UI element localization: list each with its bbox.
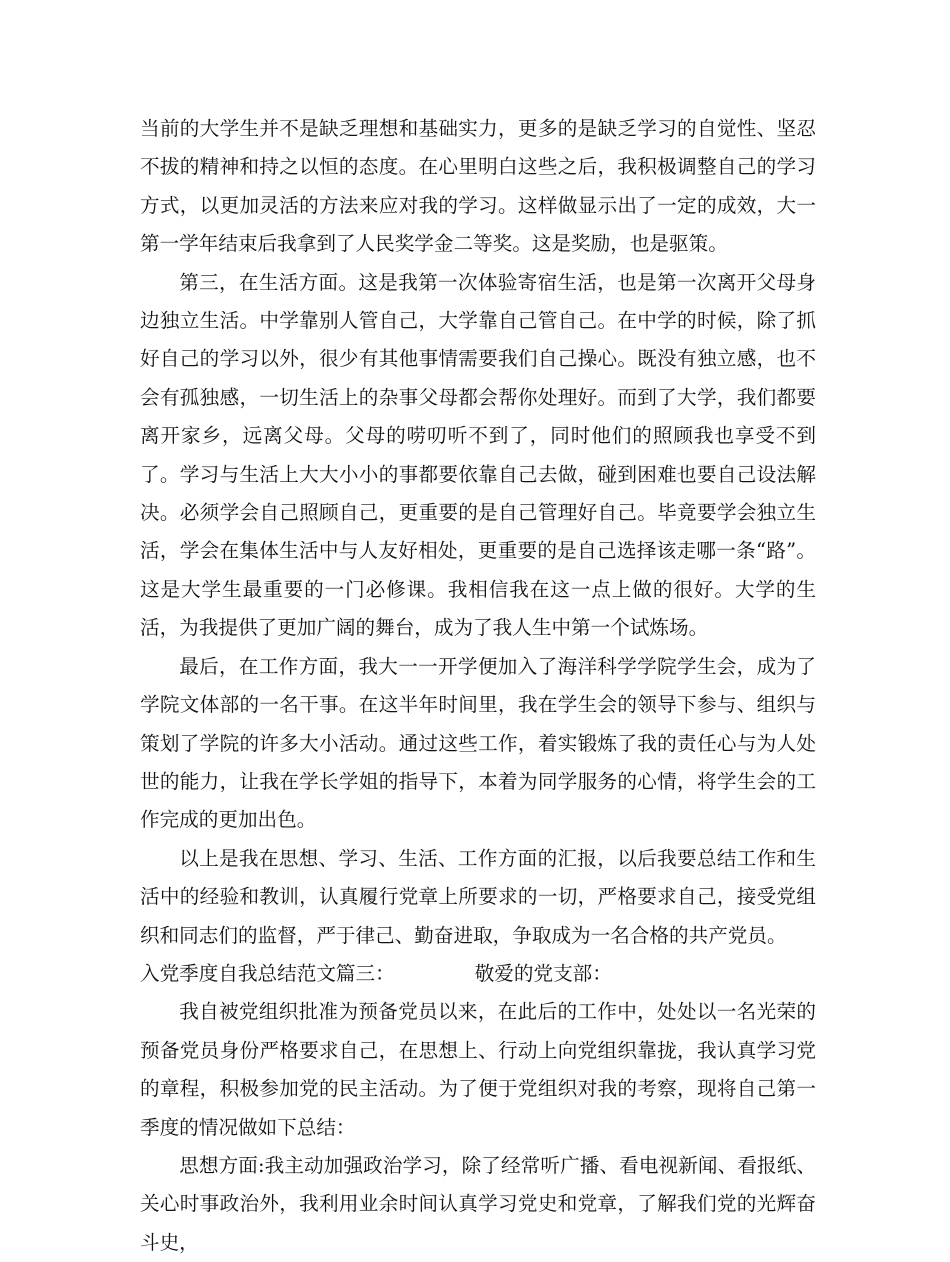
paragraph-study-attitude: 当前的大学生并不是缺乏理想和基础实力，更多的是缺乏学习的自觉性、坚忍不拔的精神和持之以恒的态度。在心里明白这些之后，我积极调整自己的学习方式，以更加灵活的方法来应对我的学习。这样做显示出了一定的成效，大一第一学年结束后我拿到了人民奖学金二等奖。这是奖励，也是驱策。	[140, 117, 816, 256]
section-heading	[140, 955, 816, 993]
paragraph-work-aspect: 最后，在工作方面，我大一一开学便加入了海洋科学学院学生会，成为了学院文体部的一名干事。在这半年时间里，我在学生会的领导下参与、组织与策划了学院的许多大小活动。通过这些工作，着实锻炼了我的责任心与为人处世的能力，让我在学长学姐的指导下，本着为同学服务的心情，将学生会的工作完成的更加出色。	[140, 654, 816, 832]
paragraph-probationary-member: 我自被党组织批准为预备党员以来，在此后的工作中，处处以一名光荣的预备党员身份严格要求自己，在思想上、行动上向党组织靠拢，我认真学习党的章程，积极参加党的民主活动。为了便于党组织对我的考察，现将自己第一季度的情况做如下总结：	[140, 1000, 816, 1139]
paragraph-summary: 以上是我在思想、学习、生活、工作方面的汇报，以后我要总结工作和生活中的经验和教训，认真履行党章上所要求的一切，严格要求自己，接受党组织和同志们的监督，严于律己、勤奋进取，争取成为一名合格的共产党员。	[140, 846, 816, 947]
section-title: 入党季度自我总结范文篇三：	[140, 961, 395, 985]
salutation: 敬爱的党支部：	[474, 961, 612, 985]
paragraph-life-aspect: 第三，在生活方面。这是我第一次体验寄宿生活，也是第一次离开父母身边独立生活。中学靠别人管自己，大学靠自己管自己。在中学的时候，除了抓好自己的学习以外，很少有其他事情需要我们自己操心。既没有独立感，也不会有孤独感，一切生活上的杂事父母都会帮你处理好。而到了大学，我们都要离开家乡，远离父母。父母的唠叨听不到了，同时他们的照顾我也享受不到了。学习与生活上大大小小的事都要依靠自己去做，碰到困难也要自己设法解决。必须学会自己照顾自己，更重要的是自己管理好自己。毕竟要学会独立生活，学会在集体生活中与人友好相处，更重要的是自己选择该走哪一条“路”。这是大学生最重要的一门必修课。我相信我在这一点上做的很好。大学的生活，为我提供了更加广阔的舞台，成为了我人生中第一个试炼场。	[140, 270, 816, 640]
paragraph-ideology: 思想方面:我主动加强政治学习，除了经常听广播、看电视新闻、看报纸、关心时事政治外，我利用业余时间认真学习党史和党章，了解我们党的光辉奋斗史，	[140, 1153, 816, 1254]
document-body	[140, 110, 816, 1262]
